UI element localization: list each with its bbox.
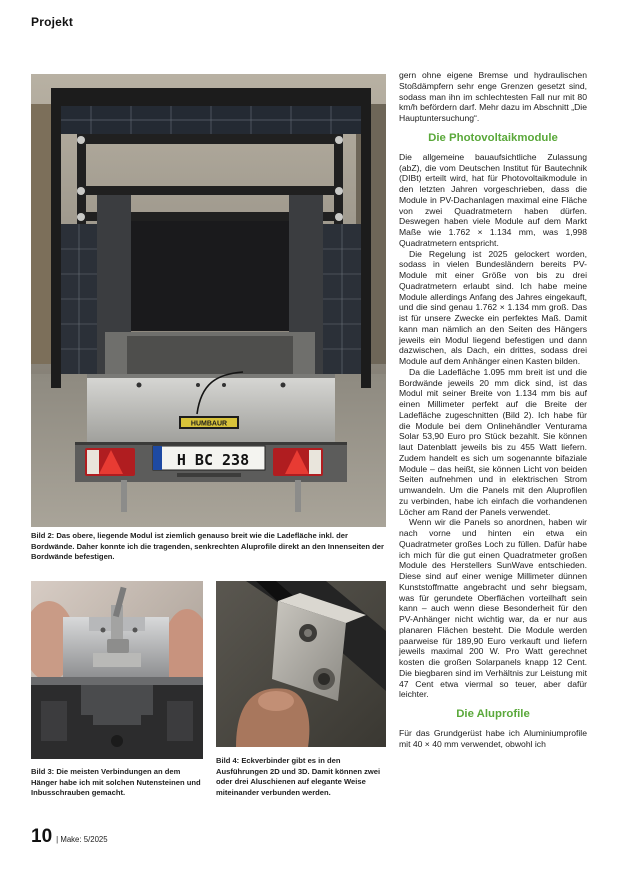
brand-badge-text: HUMBAUR [190, 420, 228, 428]
paragraph-pv-2: Die Regelung ist 2025 gelockert worden, sodass in vielen Bundesländern bereits PV-Module mit einer Größe von bis zu drei Quadratmetern erlaubt sind. Ich habe meine Module allerdings Anfang des Jahres eingekauft, und die sind genau 1.762 × 1.134 mm groß. Das ist für unsere Zwecke ein perfektes Maß. Damit kann man nämlich an den Seiten des Hängers jeweils ein Modul liegend befestigen und dann dazwischen, als Dach, ein drittes, sodass drei Module auf dem Anhänger einen Kasten bilden. [399, 248, 587, 366]
license-plate-text: H BC 238 [176, 451, 250, 469]
heading-aluprofile: Die Aluprofile [456, 708, 530, 720]
article-column [399, 70, 587, 750]
paragraph-pv-3: Da die Ladefläche 1.095 mm breit ist und die Bordwände jeweils 20 mm dick sind, ist das Modul mit seiner Breite von 1.134 mm bis auf einen Millimeter perfekt auf die Breite der Ladefläche zugeschnitten (Bild 2). Ich habe für die Module bei dem Onlinehändler Venturama Solar 53,90 Euro pro Stück bezahlt. Sie können laut Datenblatt jeweils bis zu 455 Watt liefern. Zudem handelt es sich um sogenannte bifaziale Module – das heißt, sie können Licht von beiden Seiten aufnehmen und in elektrischen Strom umwandeln. Um die Panels mit den Aluprofilen zu verbinden, habe ich einfach die vorhandenen Löcher am Rand der Panels verwendet. [399, 366, 587, 517]
caption-bild-4: Bild 4: Eckverbinder gibt es in den Ausführungen 2D und 3D. Damit können zwei oder drei Aluschienen auf elegante Weise miteinander verbunden werden. [216, 756, 381, 797]
slot-nut-photo [31, 581, 203, 759]
corner-connector-photo [216, 581, 386, 747]
section-label: Projekt [31, 15, 74, 29]
heading-photovoltaikmodule: Die Photovoltaikmodule [428, 131, 558, 144]
paragraph-pv-4: Wenn wir die Panels so anordnen, haben wir nach vorne und hinten ein etwa ein Quadratmeter großes Loch zu füllen. Dafür habe ich mich für die gut einen Quadratmeter großen Module des Herstellers SunWave entschieden. Diese sind auf einer wenige Millimeter dünnen Kunststoffmatte angebracht und sehr biegsam, was für gerundete Oberflächen vorteilhaft sein kann – auch wenn diese Besonderheit für den PV-Anhänger nicht wichtig war, da er nur aus planaren Flächen besteht. Die Module werden paarweise für 189,90 Euro verkauft und liefern jeweils maximal 200 W. Pro Watt gerechnet kosten die großen Solarpanels knapp 12 Cent. Die biegbaren sind im Verhältnis zur Leistung mit 47 Cent etwa viermal so teuer, aber dafür leichter. [399, 517, 587, 700]
issue-label: | Make: 5/2025 [56, 835, 108, 844]
paragraph-alu-1: Für das Grundgerüst habe ich Aluminiumprofile mit 40 × 40 mm verwendet, obwohl ich [399, 728, 587, 749]
trailer-photo [31, 74, 386, 527]
caption-bild-2: Bild 2: Das obere, liegende Modul ist ziemlich genauso breit wie die Ladefläche inkl. der Bordwände. Daher konnte ich die tragenden, senkrechten Aluprofile direkt an den Innenseiten der Bordwände befestigen. [31, 531, 384, 562]
page-number: 10 [31, 826, 53, 847]
paragraph-intro: gern ohne eigene Bremse und hydraulischen Stoßdämpfern sehr enge Grenzen gesetzt sind, sodass man ihn im schlechtesten Fall nur mit 80 km/h befördern darf. Mehr dazu im Abschnitt „Die Hauptuntersuchung“. [399, 70, 587, 123]
page-footer [31, 827, 108, 847]
paragraph-pv-1: Die allgemeine bauaufsichtliche Zulassung (abZ), die vom Deutschen Institut für Bautechnik (DIBt) erteilt wird, hat für Photovoltaikmodule in den letzten Jahren vorgeschrieben, dass die Module in PV-Dachanlagen maximal eine Fläche von zwei Quadratmetern haben dürfen. Deswegen haben viele Module auf dem Markt Maße wie 1.762 × 1.134 mm, was 1,998 Quadratmetern entspricht. [399, 151, 587, 248]
caption-bild-3: Bild 3: Die meisten Verbindungen an dem Hänger habe ich mit solchen Nutensteinen und Inbusschrauben gemacht. [31, 767, 201, 798]
